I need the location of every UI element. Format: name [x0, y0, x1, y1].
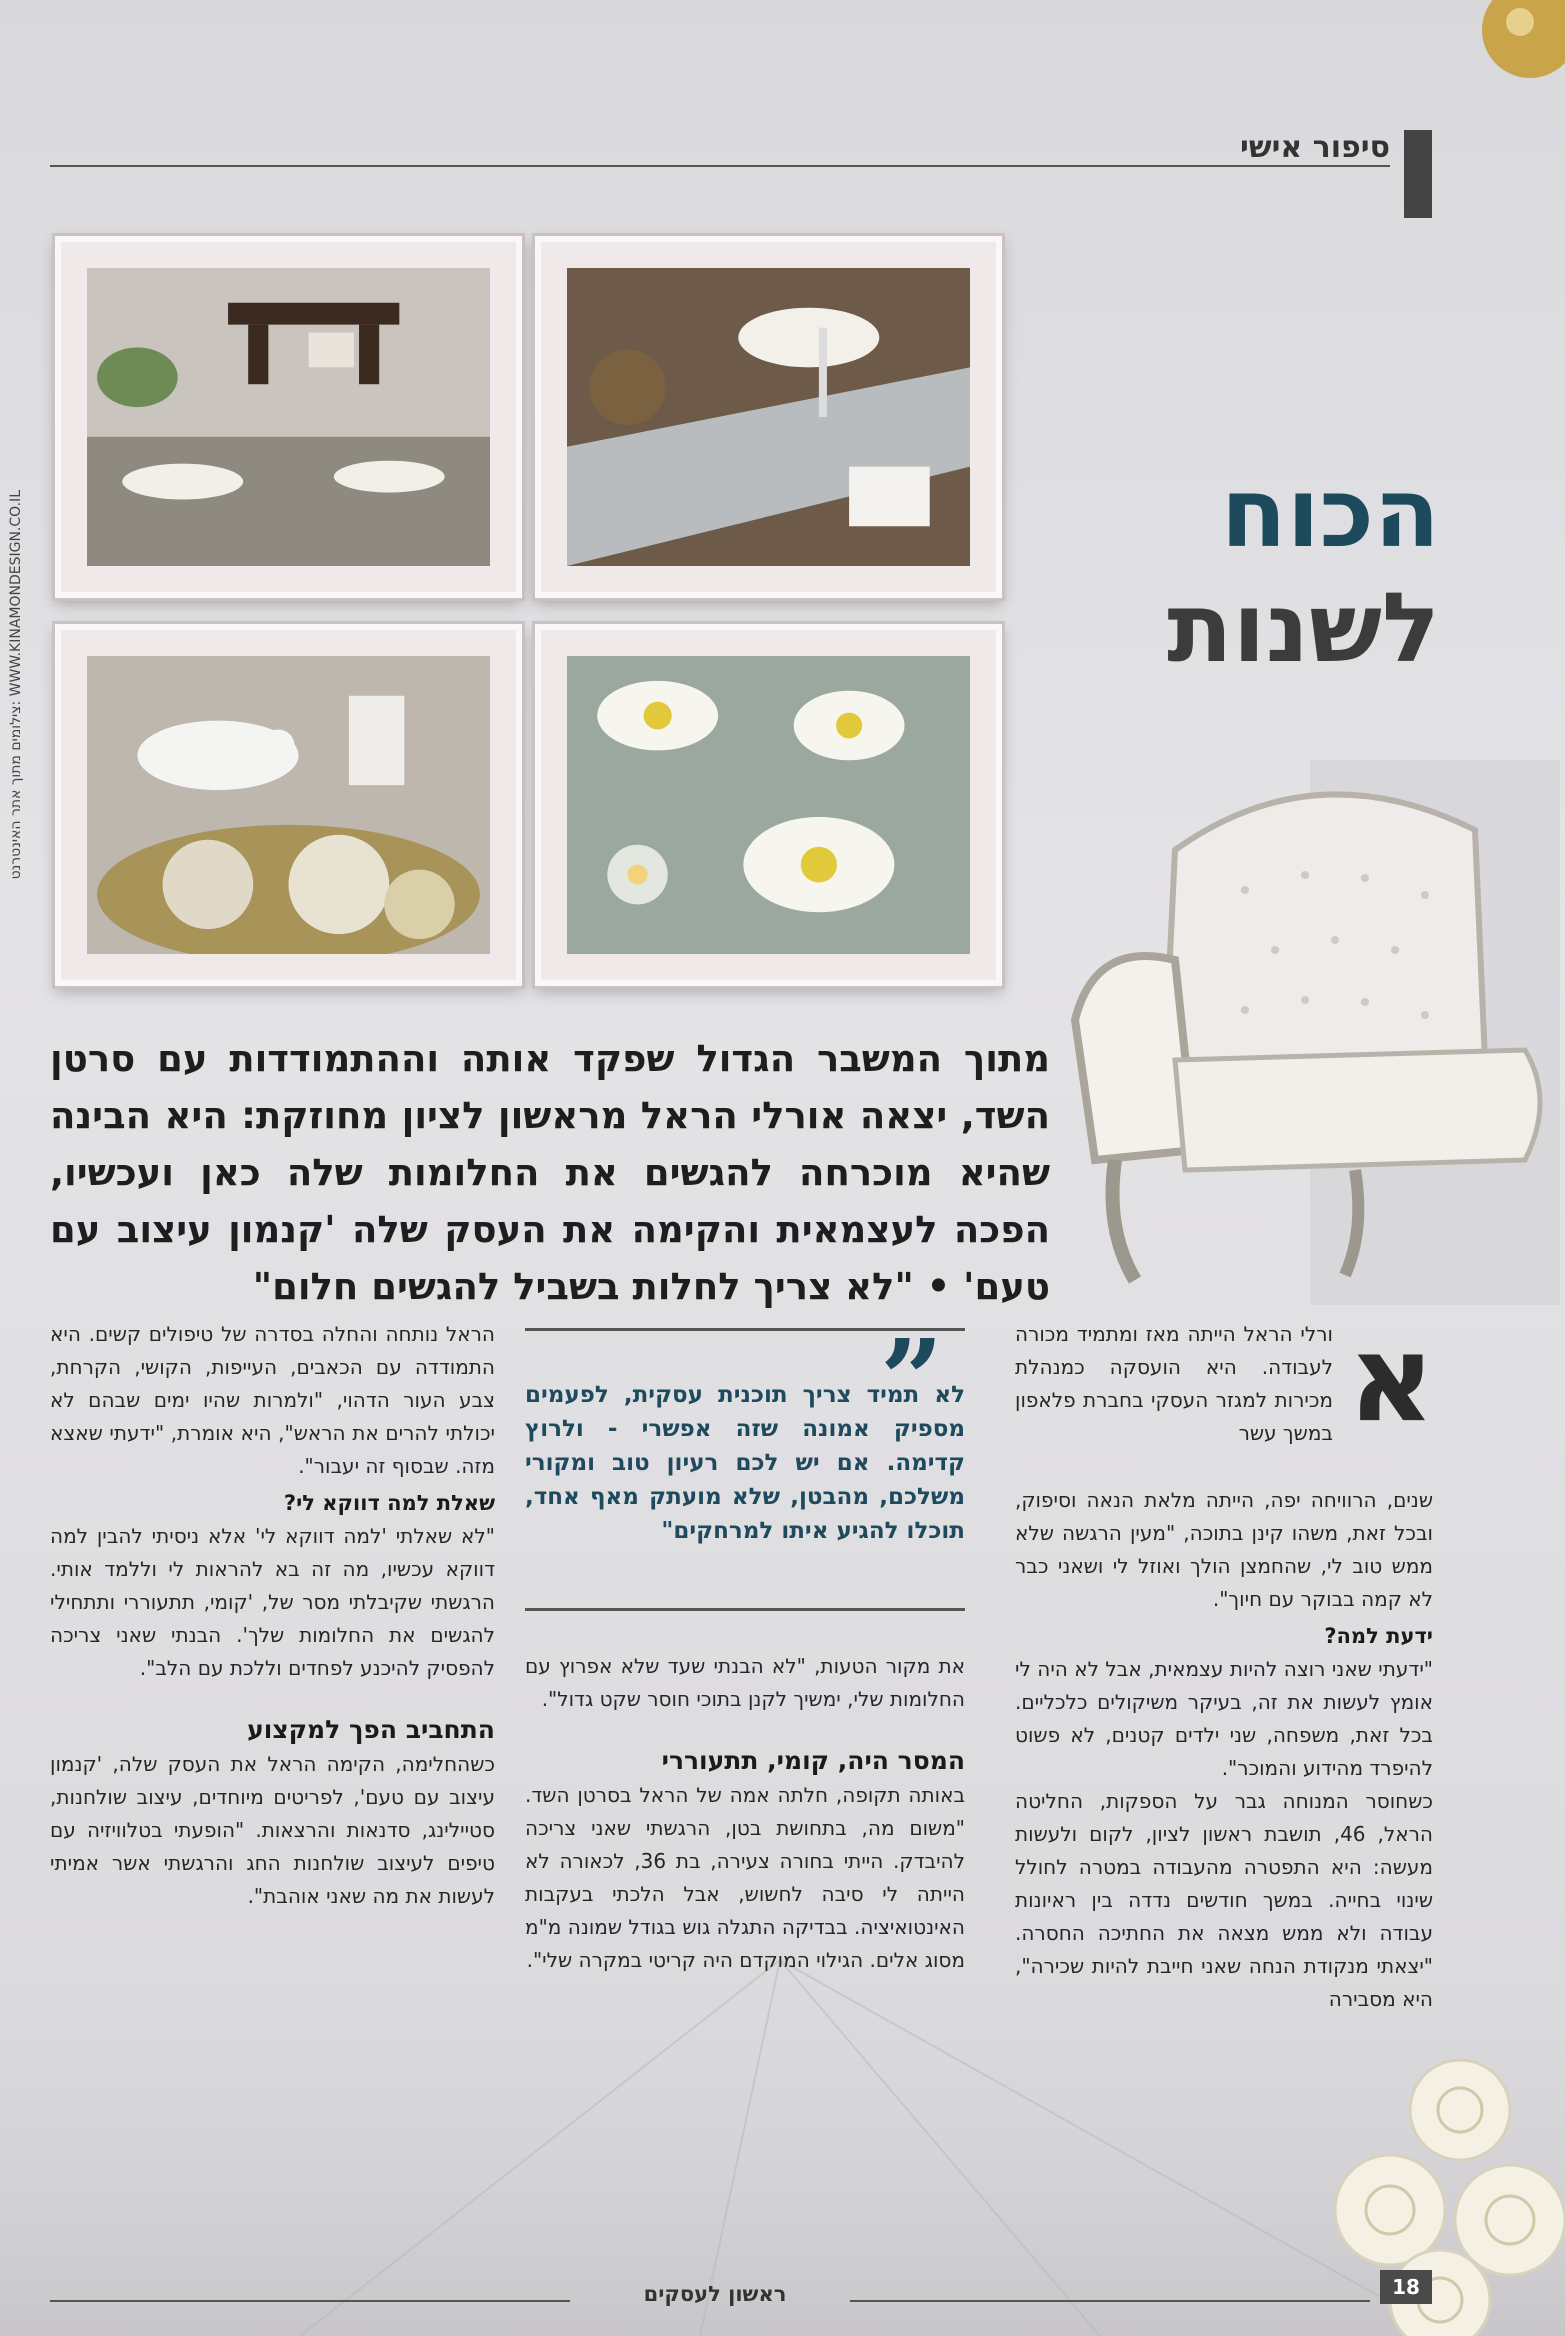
- water-lilies-frame: [535, 624, 1002, 986]
- section-rule: [50, 165, 1390, 167]
- page-number: 18: [1380, 2270, 1432, 2304]
- paragraph: את מקור הטעות, "לא הבנתי שעד שלא אפרוץ עם החלומות שלי, ימשיך לקנן בתוכי חוסר שקט גדול".: [525, 1654, 965, 1711]
- table-setting-photo: [87, 268, 490, 566]
- subheading-why: ידעת למה?: [1324, 1624, 1433, 1648]
- gold-ornament-icon: [1460, 0, 1565, 100]
- feathers-candles-frame: [535, 236, 1002, 598]
- column-middle: [525, 1650, 965, 1977]
- column-right-opening: [1015, 1318, 1333, 1450]
- white-roses-icon: [1320, 2040, 1565, 2336]
- table-setting-frame: [55, 236, 522, 598]
- footer-publication: ראשון לעסקים: [643, 2282, 787, 2306]
- paragraph: הראל נותחה והחלה בסדרה של טיפולים קשים. היא התמודדה עם הכאבים, העייפות, הקושי, הקרחת, צבע העור הדהוי, "ולמרות שהיו ימים שבהם לא יכולתי להרים את הראש", היא אומרת, "ידעתי שאצא מזה. שבסוף זה יעבור".: [50, 1322, 495, 1478]
- feathers-candles-photo: [567, 268, 970, 566]
- quote-mark-icon: ”: [880, 1315, 944, 1444]
- subheading-hobby: התחביב הפך למקצוע: [247, 1715, 495, 1744]
- paragraph: כשחוסר המנוחה גבר על הספקות, החליטה הראל, 46, תושבת ראשון לציון, לקום ולעשות מעשה: היא התפטרה מהעבודה במטרה לחולל שינוי בחייה. במשך חודשים נדדה בין ראיונות עבודה ולא ממש מצאה את החתיכה החסרה. "יצאתי מנקודת הנחה שאני חייבת להיות שכירה", היא מסבירה: [1015, 1789, 1433, 2011]
- pull-quote: לא תמיד צריך תוכנית עסקית, לפעמים מספיק אמונה שזה אפשרי - ולרוץ קדימה. אם יש לכם רעיון טוב ומקורי משלכם, מהבטן, שלא מועתק מאף אחד, תוכלו להגיע איתו למרחקים": [525, 1382, 965, 1544]
- photo-credit: צילומים מתוך אתר האינטרנט: WWW.KINAMONDESIGN.CO.IL: [8, 490, 24, 880]
- article-title-line2: לשנות: [1167, 572, 1440, 684]
- dove-centerpiece-frame: [55, 624, 522, 986]
- water-lilies-photo: [567, 656, 970, 954]
- paragraph: באותה תקופה, חלתה אמה של הראל בסרטן השד. "משום מה, בתחושת בטן, הרגשתי שאני צריכה להיבדק. הייתי בחורה צעירה, בת 36, לכאורה לא הייתה לי סיבה לחשוש, אבל הלכתי בעקבות האינטואיציה. בבדיקה התגלה גוש בגודל שמונה מ"מ מסוג אלים. הגילוי המוקדם היה קריטי במקרה שלי".: [525, 1783, 965, 1972]
- footer-rule-right: [850, 2300, 1370, 2302]
- white-armchair-icon: [1055, 760, 1560, 1305]
- subheading-why-me: שאלת למה דווקא לי?: [283, 1491, 495, 1515]
- column-left: [50, 1318, 495, 1913]
- paragraph: ורלי הראל הייתה מאז ומתמיד מכורה לעבודה. היא הועסקה כמנהלת מכירות למגזר העסקי בחברת פלאפון במשך עשר: [1015, 1322, 1333, 1445]
- paragraph: כשהחלימה, הקימה הראל את העסק שלה, 'קנמון עיצוב עם טעם', לפריטים מיוחדים, עיצוב שולחנות, סטיילינג, סדנאות והרצאות. "הופעתי בטלוויזיה עם טיפים לעיצוב שולחנות החג והרגשתי אשר אמיתי לעשות את מה שאני אוהבת".: [50, 1752, 495, 1908]
- paragraph: "לא שאלתי 'למה דווקא לי' אלא ניסיתי להבין למה דווקא עכשיו, מה זה בא להראות לי וללמד אותי. הרגשתי שקיבלתי מסר של, 'קומי, תתעוררי ותתחילי להגשים את החלומות שלך'. הבנתי שאני צריכה להפסיק להיכנע לפחדים וללכת עם הלב".: [50, 1524, 495, 1680]
- article-intro: מתוך המשבר הגדול שפקד אותה וההתמודדות עם סרטן השד, יצאה אורלי הראל מראשון לציון מחוזקת: היא הבינה שהיא מוכרחה להגשים את החלומות שלה כאן ועכשיו, הפכה לעצמאית והקימה את העסק שלה 'קנמון עיצוב עם טעם' • "לא צריך לחלות בשביל להגשים חלום": [50, 1037, 1050, 1308]
- paragraph: שנים, הרוויחה יפה, הייתה מלאת הנאה וסיפוק, ובכל זאת, משהו קינן בתוכה, "מעין הרגשה שלא ממש טוב לי, שהחמצן הולך ואוזל לי ושאני כבר לא קמה בבוקר עם חיוך".: [1015, 1488, 1433, 1611]
- section-marker: [1404, 130, 1432, 218]
- subheading-message: המסר היה, קומי, תתעוררי: [661, 1746, 965, 1775]
- section-label: סיפור אישי: [1239, 130, 1390, 165]
- quote-bottom-rule: [525, 1608, 965, 1611]
- column-right: [1015, 1484, 1433, 2016]
- article-title-line1: הכוח: [1220, 457, 1440, 569]
- footer-rule-left: [50, 2300, 570, 2302]
- drop-cap: א: [1347, 1310, 1435, 1449]
- dove-centerpiece-photo: [87, 656, 490, 954]
- paragraph: "ידעתי שאני רוצה להיות עצמאית, אבל לא היה לי אומץ לעשות את זה, בעיקר משיקולים כלכליים. בכל זאת, משפחה, שני ילדים קטנים, לא פשוט להיפרד מהידוע והמוכר".: [1015, 1657, 1433, 1780]
